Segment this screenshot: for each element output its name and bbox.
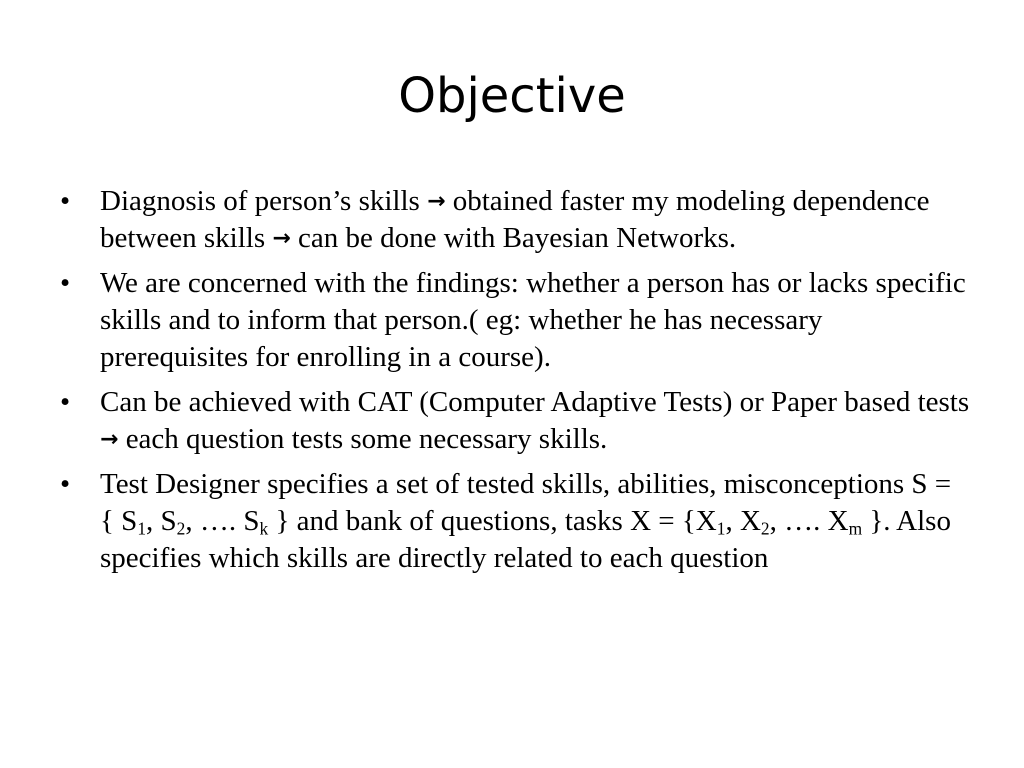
bullet-text: each question tests some necessary skills.: [118, 423, 608, 455]
bullet-item-test-designer: [60, 466, 970, 577]
subscript: k: [259, 518, 269, 539]
arrow-right-icon: →: [100, 427, 119, 453]
slide-title: Objective: [398, 68, 626, 124]
arrow-right-icon: →: [272, 226, 291, 252]
bullet-text: Diagnosis of person’s skills: [100, 185, 428, 217]
bullet-item-findings: [60, 265, 970, 376]
subscript: 2: [176, 518, 186, 539]
bullet-text: , S: [146, 505, 177, 537]
bullet-item-diagnosis: [60, 183, 970, 257]
subscript: 2: [760, 518, 770, 539]
bullet-item-cat: [60, 384, 970, 458]
arrow-right-icon: →: [427, 189, 446, 215]
bullet-text: } and bank of questions, tasks X = {X: [268, 505, 717, 537]
bullet-text: , …. S: [185, 505, 260, 537]
bullet-icon: •: [60, 267, 71, 299]
bullet-text: }. Also specifies which skills are directly related to each question: [100, 505, 951, 574]
bullet-text: We are concerned with the findings: whether a person has or lacks specific skills and to inform that person.( eg: whether he has necessary prerequisites for enrolling in a course).: [100, 267, 966, 373]
bullet-icon: •: [60, 386, 71, 418]
bullet-icon: •: [60, 468, 71, 500]
subscript: 1: [716, 518, 726, 539]
bullet-list: [60, 183, 970, 585]
subscript: m: [848, 518, 863, 539]
bullet-text: Test Designer specifies a set of tested skills, abilities, misconceptions S = { S: [100, 468, 952, 537]
bullet-icon: •: [60, 185, 71, 217]
bullet-text: Can be achieved with CAT (Computer Adaptive Tests) or Paper based tests: [100, 386, 970, 418]
subscript: 1: [137, 518, 147, 539]
bullet-text: , …. X: [769, 505, 849, 537]
bullet-text: can be done with Bayesian Networks.: [290, 222, 737, 254]
bullet-text: obtained faster my modeling dependence between skills: [100, 185, 930, 254]
bullet-text: , X: [725, 505, 761, 537]
